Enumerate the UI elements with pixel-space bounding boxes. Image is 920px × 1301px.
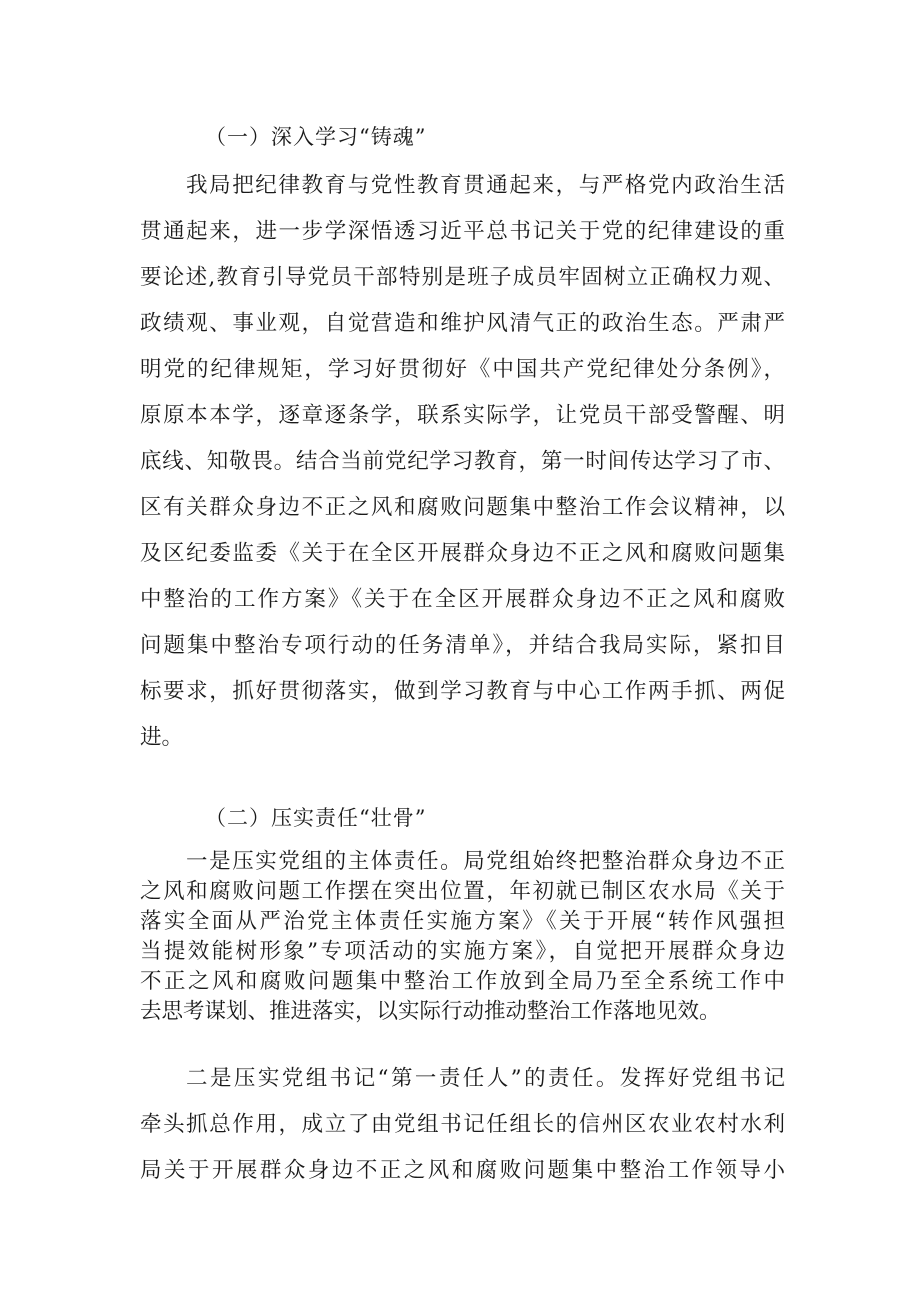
text-line: 要论述,教育引导党员干部特别是班子成员牢固树立正确权力观、 [140,265,785,290]
text-line: 问题集中整治专项行动的任务清单》，并结合我局实际，紧扣目 [140,633,785,658]
section-1-paragraph [140,163,785,761]
section-2-paragraph-2 [140,1056,785,1194]
text-line: 政绩观、事业观，自觉营造和维护风清气正的政治生态。严肃严 [140,311,785,336]
text-line: 二是压实党组书记“第一责任人”的责任。发挥好党组书记 [186,1066,785,1091]
text-line: 及区纪委监委《关于在全区开展群众身边不正之风和腐败问题集 [140,541,785,566]
text-line: 明党的纪律规矩，学习好贯彻好《中国共产党纪律处分条例》， [140,357,785,382]
text-line: 去思考谋划、推进落实，以实际行动推动整治工作落地见效。 [140,999,721,1024]
text-line: 不正之风和腐败问题集中整治工作放到全局乃至全系统工作中 [140,969,785,994]
text-line: 当提效能树形象”专项活动的实施方案》，自觉把开展群众身边 [140,939,785,964]
text-line: 贯通起来，进一步学深悟透习近平总书记关于党的纪律建设的重 [140,219,785,244]
text-line: 区有关群众身边不正之风和腐败问题集中整治工作会议精神，以 [140,495,785,520]
text-line: 进。 [140,725,184,750]
text-line: 落实全面从严治党主体责任实施方案》《关于开展“转作风强担 [140,909,785,934]
text-line: 原原本本学，逐章逐条学，联系实际学，让党员干部受警醒、明 [140,403,785,428]
text-line: 牵头抓总作用，成立了由党组书记任组长的信州区农业农村水利 [140,1112,785,1137]
text-line: 标要求，抓好贯彻落实，做到学习教育与中心工作两手抓、两促 [140,679,785,704]
text-line: 中整治的工作方案》《关于在全区开展群众身边不正之风和腐败 [140,587,785,612]
text-line: 局关于开展群众身边不正之风和腐败问题集中整治工作领导小 [140,1158,785,1183]
text-line: 底线、知敬畏。结合当前党纪学习教育，第一时间传达学习了市、 [140,449,785,474]
text-line: 之风和腐败问题工作摆在突出位置，年初就已制区农水局《关于 [140,879,785,904]
section-2-paragraph-1 [140,847,785,1027]
text-line: 我局把纪律教育与党性教育贯通起来，与严格党内政治生活 [186,173,785,198]
text-line: 一是压实党组的主体责任。局党组始终把整治群众身边不正 [186,849,785,874]
section-2-heading: （二）压实责任“壮骨” [205,806,427,830]
section-1-heading: （一）深入学习“铸魂” [205,125,427,149]
